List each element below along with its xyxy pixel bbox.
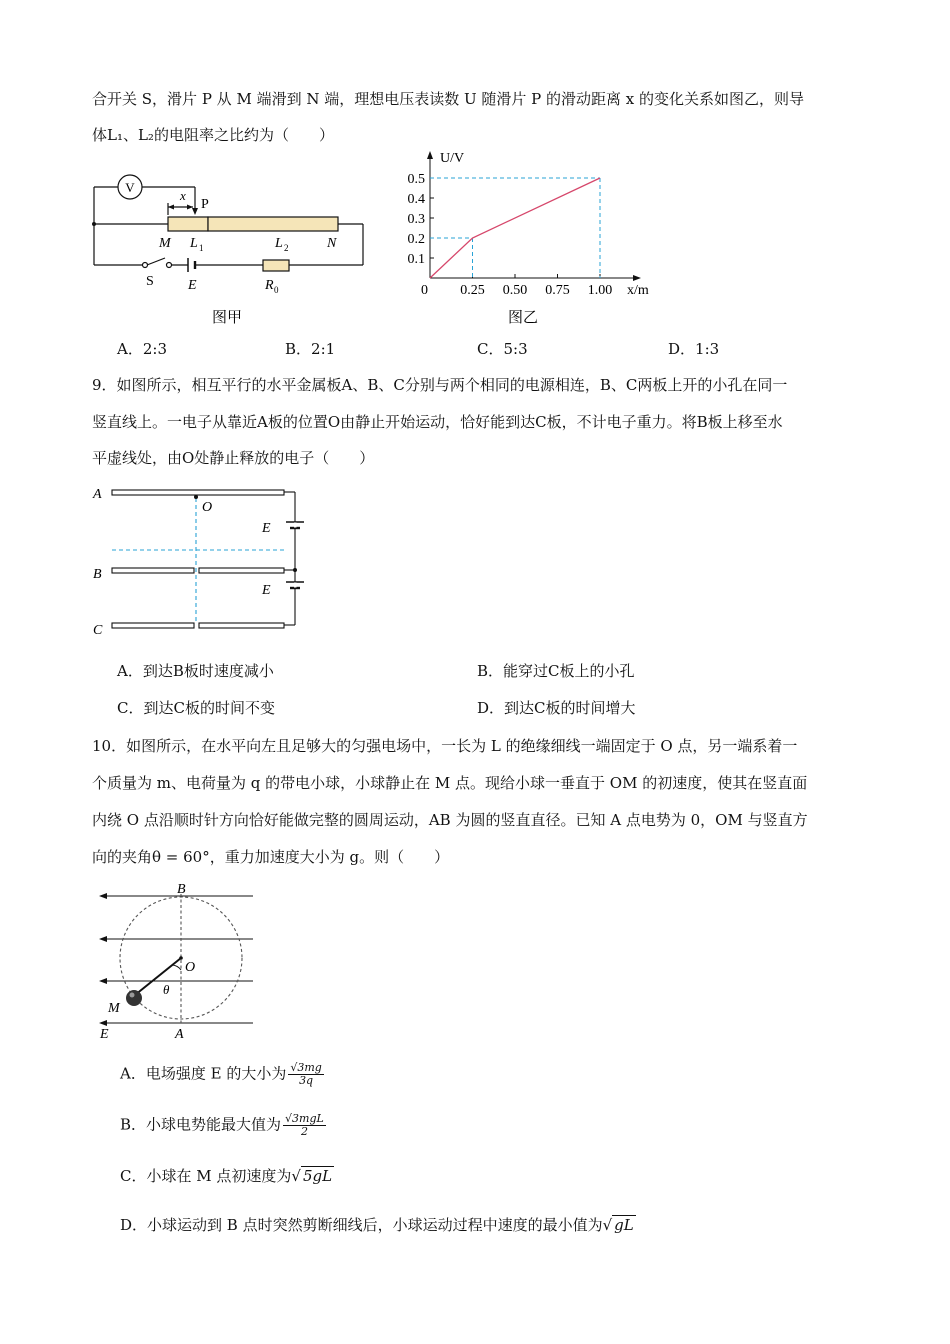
n-label: N [327, 236, 337, 251]
l1-sub: 1 [199, 243, 204, 253]
q8-line-1: 合开关 S，滑片 P 从 M 端滑到 N 端，理想电压表读数 U 随滑片 P 的滑动距离 x 的变化关系如图乙，则导 [92, 90, 805, 108]
point-m-label: M [108, 1001, 120, 1016]
q10-line-2: 个质量为 m、电荷量为 q 的带电小球，小球静止在 M 点。现给小球一垂直于 OM 的初速度，使其在竖直面 [92, 774, 808, 792]
q9-line-3: 平虚线处，由O处静止释放的电子（ ） [92, 449, 375, 467]
q10-option-b[interactable]: B．小球电势能最大值为 $\frac{\text{√3mgL}}{2}$ [120, 1112, 324, 1138]
point-o-label: O [202, 500, 213, 515]
l2-sub: 2 [284, 243, 289, 253]
sqrt-expression: √ gL [602, 1216, 634, 1234]
y-axis-label: U/V [440, 151, 465, 166]
q8-circuit-figure [85, 165, 375, 330]
x-tick-label: 0.25 [460, 283, 485, 298]
l2-label: L [275, 236, 283, 251]
q10-line-1: 10．如图所示，在水平向左且足够大的匀强电场中，一长为 L 的绝缘细线一端固定于 O 点，另一端系着一 [92, 737, 798, 755]
q10-option-a[interactable]: A．电场强度 E 的大小为 $\frac{√3mg}{3q}$ [120, 1061, 322, 1087]
point-o-label-10: O [185, 960, 196, 975]
point-b-label: B [177, 882, 186, 897]
field-e-label: E [100, 1027, 109, 1042]
q8-option-d[interactable]: D．1:3 [668, 340, 720, 358]
y-tick-label: 0.4 [407, 192, 425, 207]
sqrt-expression: √ 5gL [291, 1167, 333, 1185]
y-tick-label: 0.3 [407, 212, 425, 227]
q8-ux-chart [395, 148, 665, 330]
q10-option-c[interactable]: C．小球在 M 点初速度为√ 5gL [120, 1167, 333, 1185]
r0-sub: 0 [274, 285, 279, 295]
source-e2-label: E [262, 583, 271, 598]
fig-b-caption: 图乙 [507, 310, 539, 326]
p-label: P [201, 197, 209, 212]
source-e1-label: E [262, 521, 271, 536]
q9-option-d[interactable]: D．到达C板的时间增大 [477, 699, 636, 717]
x-tick-label: 0.50 [502, 283, 528, 298]
r0-label: R [265, 278, 274, 293]
q8-option-b[interactable]: B．2:1 [285, 340, 336, 358]
q10-line-4: 向的夹角θ = 60°，重力加速度大小为 g。则（ ） [92, 848, 450, 866]
y-tick-label: 0.5 [407, 172, 425, 187]
origin-label: 0 [421, 283, 428, 298]
q9-line-2: 竖直线上。一电子从靠近A板的位置O由静止开始运动，恰好能到达C板，不计电子重力。将B板上移至水 [92, 413, 783, 431]
x-label: x [180, 188, 186, 203]
x-tick-label: 0.75 [545, 283, 570, 298]
x-axis-label: x/m [627, 283, 649, 298]
m-label: M [159, 236, 171, 251]
q10-option-d[interactable]: D．小球运动到 B 点时突然剪断细线后，小球运动过程中速度的最小值为√ gL [120, 1216, 634, 1234]
q8-option-a[interactable]: A．2:3 [117, 340, 167, 358]
ball-icon [126, 990, 142, 1006]
x-tick-label: 1.00 [587, 283, 613, 298]
s-label: S [146, 274, 154, 289]
fraction: $\frac{\text{√3mgL}}{2}$ [285, 1112, 324, 1138]
q9-option-c[interactable]: C．到达C板的时间不变 [117, 699, 275, 717]
plate-b-label: B [93, 567, 102, 582]
plate-a-label: A [93, 487, 102, 502]
q10-field-figure [95, 878, 265, 1043]
y-tick-label: 0.1 [407, 252, 425, 267]
y-tick-label: 0.2 [407, 232, 425, 247]
fig-a-caption: 图甲 [211, 310, 243, 326]
voltmeter-label: V [125, 180, 135, 195]
point-a-label: A [175, 1027, 184, 1042]
q10-line-3: 内绕 O 点沿顺时针方向恰好能做完整的圆周运动，AB 为圆的竖直直径。已知 A 点电势为 0，OM 与竖直方 [92, 811, 808, 829]
q9-option-a[interactable]: A．到达B板时速度减小 [117, 662, 274, 680]
l1-label: L [190, 236, 198, 251]
e-label: E [188, 278, 197, 293]
theta-label: θ [163, 982, 170, 997]
q9-plates-figure [90, 478, 320, 638]
q9-option-b[interactable]: B．能穿过C板上的小孔 [477, 662, 635, 680]
u-x-line [430, 178, 600, 278]
q9-line-1: 9．如图所示，相互平行的水平金属板A、B、C分别与两个相同的电源相连，B、C两板上开的小孔在同一 [92, 376, 788, 394]
q8-option-c[interactable]: C．5:3 [477, 340, 528, 358]
q8-line-2: 体L₁、L₂的电阻率之比约为（ ） [92, 126, 334, 144]
plate-c-label: C [93, 623, 103, 638]
fraction: $\frac{√3mg}{3q}$ [290, 1061, 322, 1087]
